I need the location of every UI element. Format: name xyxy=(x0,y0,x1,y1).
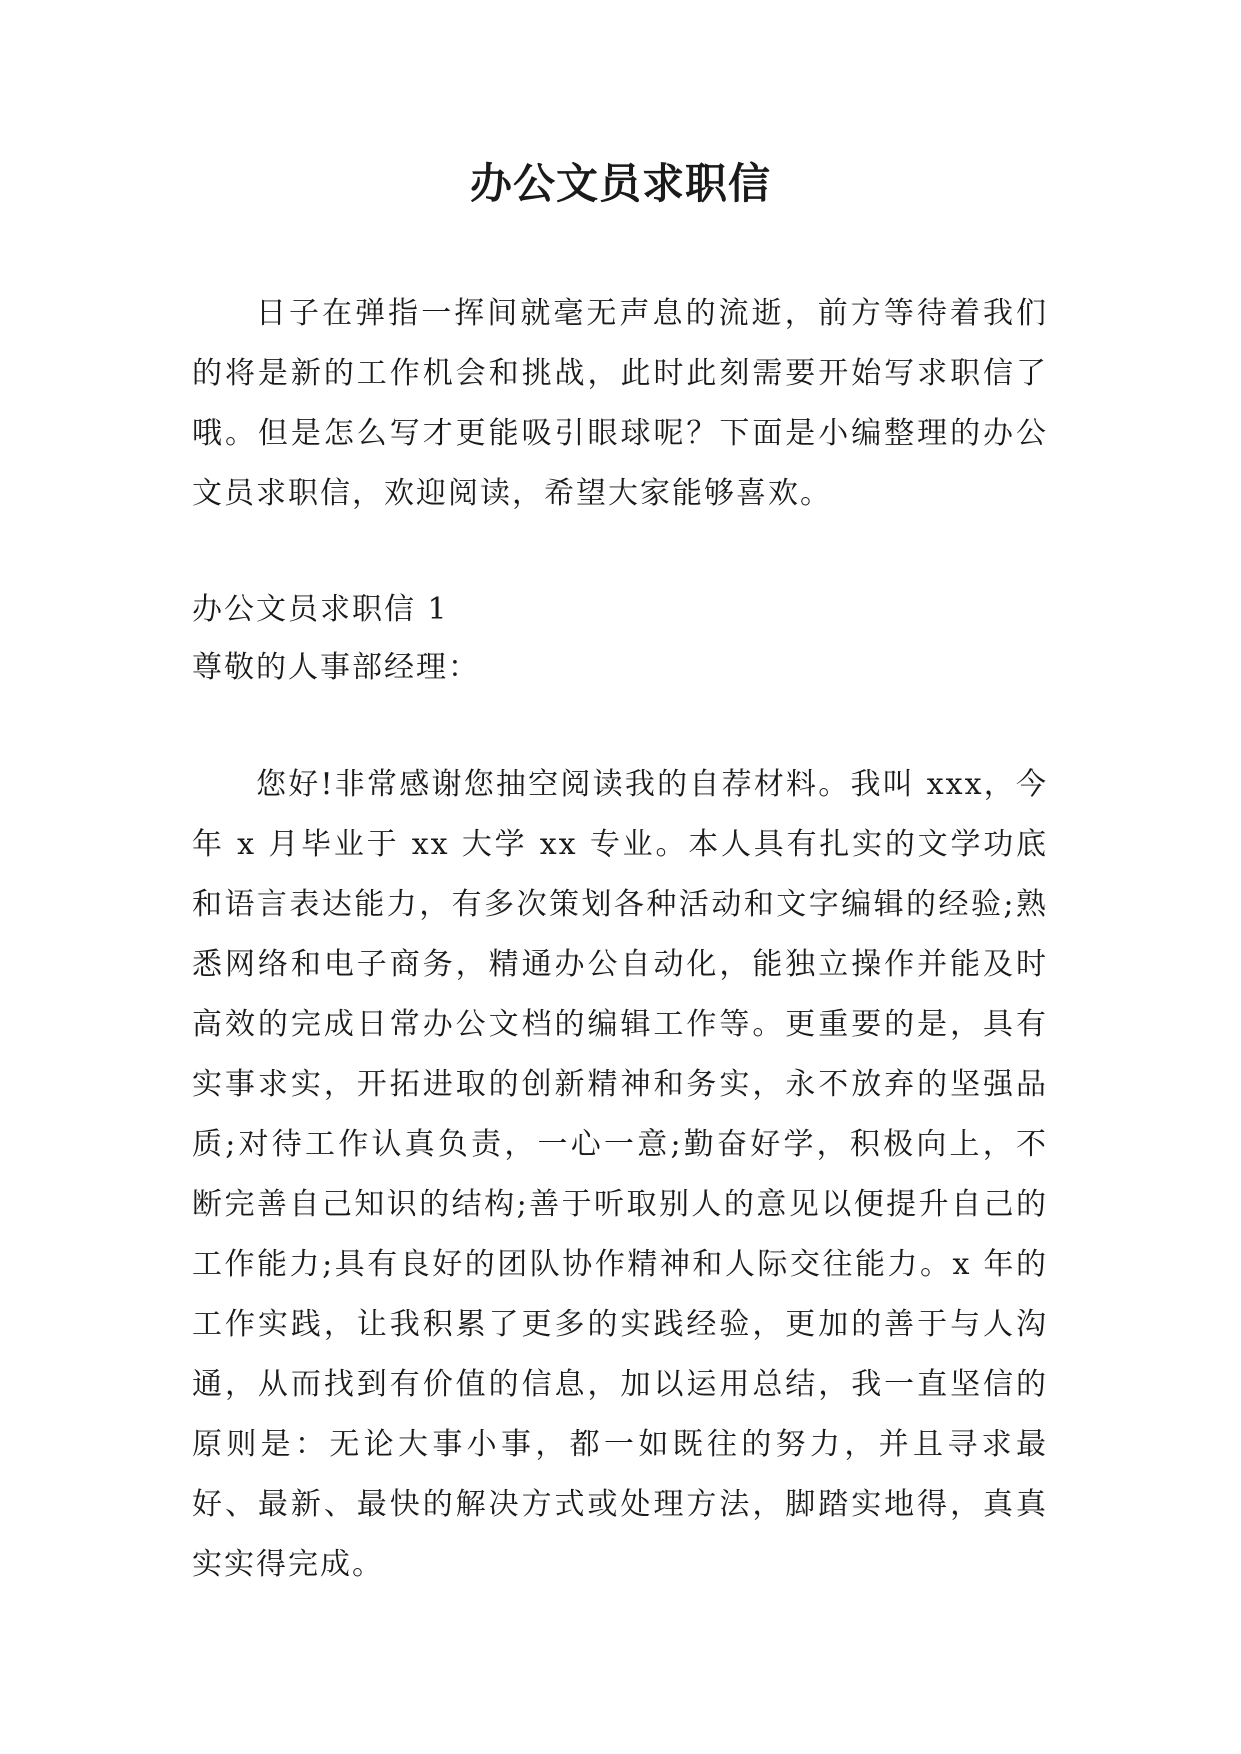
section-heading: 办公文员求职信 1 xyxy=(192,592,449,627)
intro-paragraph: 日子在弹指一挥间就毫无声息的流逝，前方等待着我们的将是新的工作机会和挑战，此时此刻需要开始写求职信了哦。但是怎么写才更能吸引眼球呢？下面是小编整理的办公文员求职信，欢迎阅读，希望大家能够喜欢。 xyxy=(192,296,1048,511)
document-title: 办公文员求职信 xyxy=(469,159,771,208)
letter-body-paragraph: 您好!非常感谢您抽空阅读我的自荐材料。我叫 xxx，今年 x 月毕业于 xx 大学 xx 专业。本人具有扎实的文学功底和语言表达能力，有多次策划各种活动和文字编辑的经验;熟悉网络和电子商务，精通办公自动化，能独立操作并能及时高效的完成日常办公文档的编辑工作等。更重要的是，具有实事求实，开拓进取的创新精神和务实，永不放弃的坚强品质;对待工作认真负责，一心一意;勤奋好学，积极向上，不断完善自己知识的结构;善于听取别人的意见以便提升自己的工作能力;具有良好的团队协作精神和人际交往能力。x 年的工作实践，让我积累了更多的实践经验，更加的善于与人沟通，从而找到有价值的信息，加以运用总结，我一直坚信的原则是：无论大事小事，都一如既往的努力，并且寻求最好、最新、最快的解决方式或处理方法，脚踏实地得，真真实实得完成。 xyxy=(192,767,1048,1582)
salutation: 尊敬的人事部经理： xyxy=(192,650,480,685)
